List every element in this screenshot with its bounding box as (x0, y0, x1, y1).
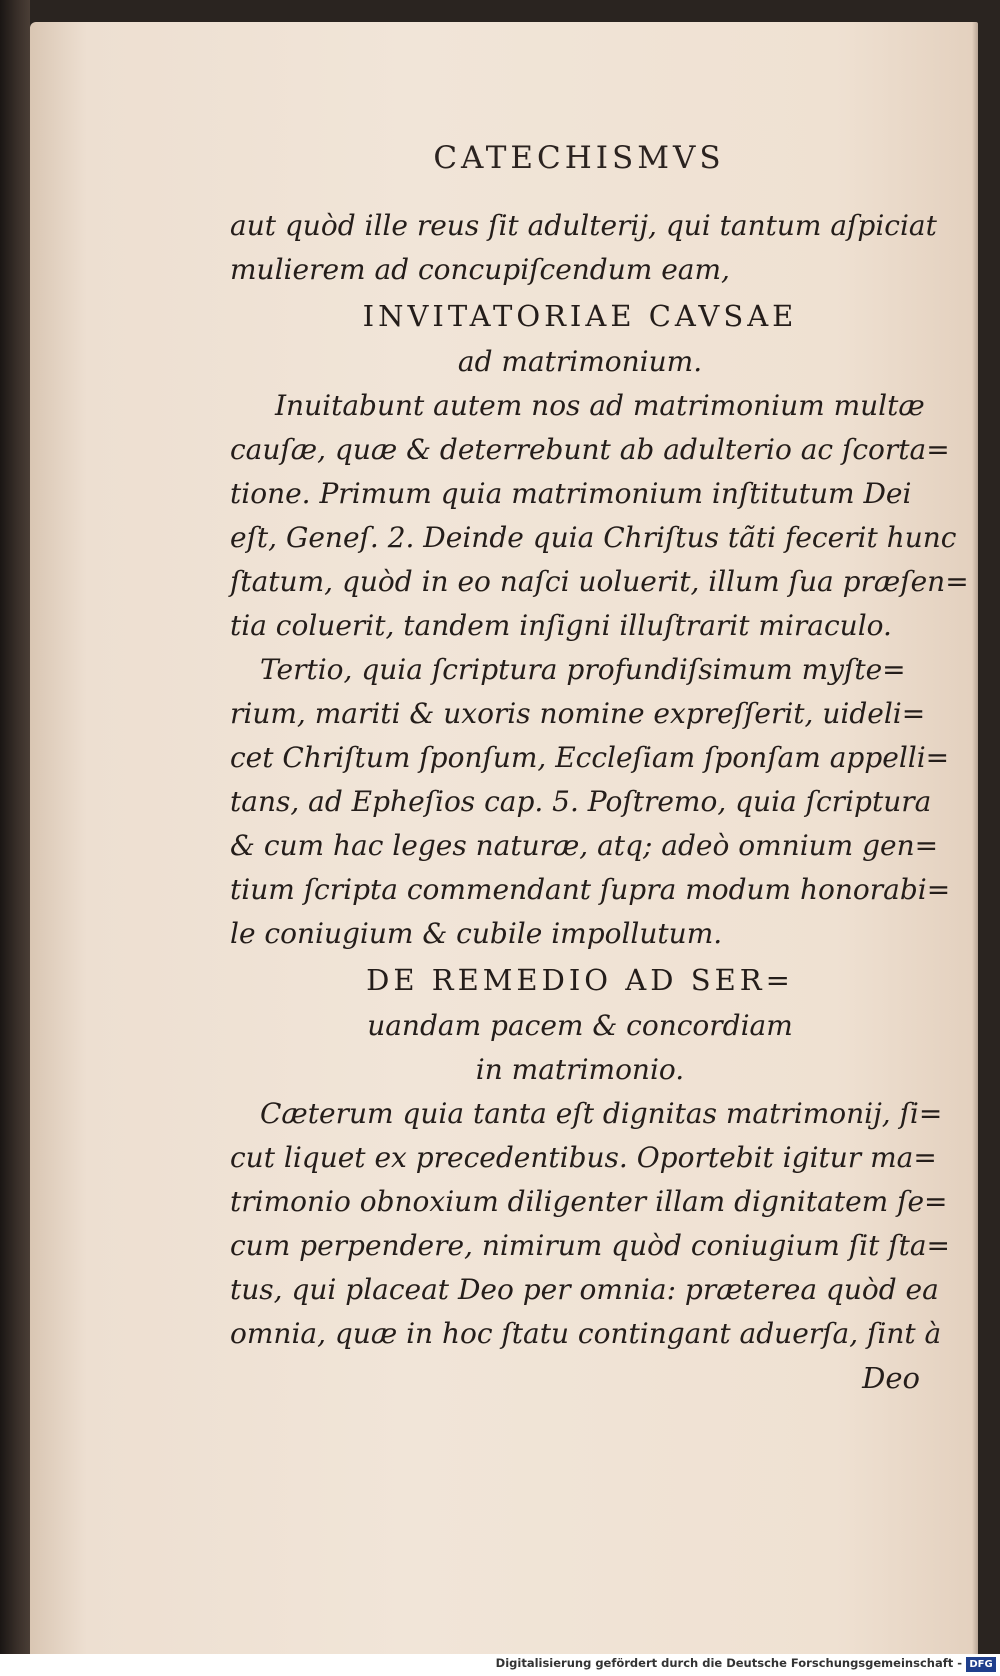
text-line: le coniugium & cubile impollutum. (230, 917, 723, 950)
section-heading: INVITATORIAE CAVSAE (362, 299, 798, 333)
section-heading: DE REMEDIO AD SER= (366, 963, 794, 997)
text-line: omnia, quæ in hoc ſtatu contingant aduerſa, ſint à (230, 1317, 942, 1350)
section-subheading: ad matrimonium. (457, 345, 703, 378)
text-line: rium, mariti & uxoris nomine expreſſerit, uideli= (230, 697, 926, 730)
book-spine (0, 0, 30, 1654)
dfg-logo: DFG (966, 1657, 996, 1672)
page-edge-shadow (972, 22, 978, 1654)
book-page (30, 22, 978, 1654)
text-block (230, 204, 969, 1400)
text-line: ſtatum, quòd in eo naſci uoluerit, illum ſua præſen= (230, 565, 969, 598)
paragraph-first-line: Tertio, quia ſcriptura profundiſsimum myſte= (260, 653, 906, 686)
text-line: cum perpendere, nimirum quòd coniugium ſit ſta= (230, 1229, 950, 1262)
text-line: tium ſcripta commendant ſupra modum honorabi= (230, 873, 951, 906)
text-line: & cum hac leges naturæ, atq; adeò omnium gen= (230, 829, 939, 862)
section-subheading: uandam pacem & concordiam (367, 1009, 793, 1042)
paragraph-first-line: Cæterum quia tanta eſt dignitas matrimonij, ſi= (260, 1097, 943, 1130)
text-line: cet Chriſtum ſponſum, Eccleſiam ſponſam appelli= (230, 741, 950, 774)
running-head: CATECHISMVS (433, 140, 725, 176)
text-line: tione. Primum quia matrimonium inſtitutum Dei (230, 477, 912, 510)
text-line: tia coluerit, tandem inſigni illuſtrarit miraculo. (230, 609, 892, 642)
text-line: cauſæ, quæ & deterrebunt ab adulterio ac ſcorta= (230, 433, 950, 466)
section-subheading: in matrimonio. (475, 1053, 685, 1086)
text-line: eſt, Geneſ. 2. Deinde quia Chriſtus tãti fecerit hunc (230, 521, 957, 554)
text-line: mulierem ad concupiſcendum eam, (230, 253, 730, 286)
catchword: Deo (862, 1361, 920, 1395)
footer-bar (0, 1654, 1000, 1676)
text-line: cut liquet ex precedentibus. Oportebit igitur ma= (230, 1141, 937, 1174)
text-line: aut quòd ille reus ſit adulterij, qui tantum aſpiciat (230, 209, 937, 242)
footer-credit: Digitalisierung gefördert durch die Deutsche Forschungsgemeinschaft - (495, 1656, 962, 1670)
text-line: tus, qui placeat Deo per omnia: præterea quòd ea (230, 1273, 939, 1306)
text-line: tans, ad Epheſios cap. 5. Poſtremo, quia ſcriptura (230, 785, 932, 818)
text-line: trimonio obnoxium diligenter illam dignitatem ſe= (230, 1185, 948, 1218)
paragraph-first-line: Inuitabunt autem nos ad matrimonium multæ (275, 389, 925, 422)
